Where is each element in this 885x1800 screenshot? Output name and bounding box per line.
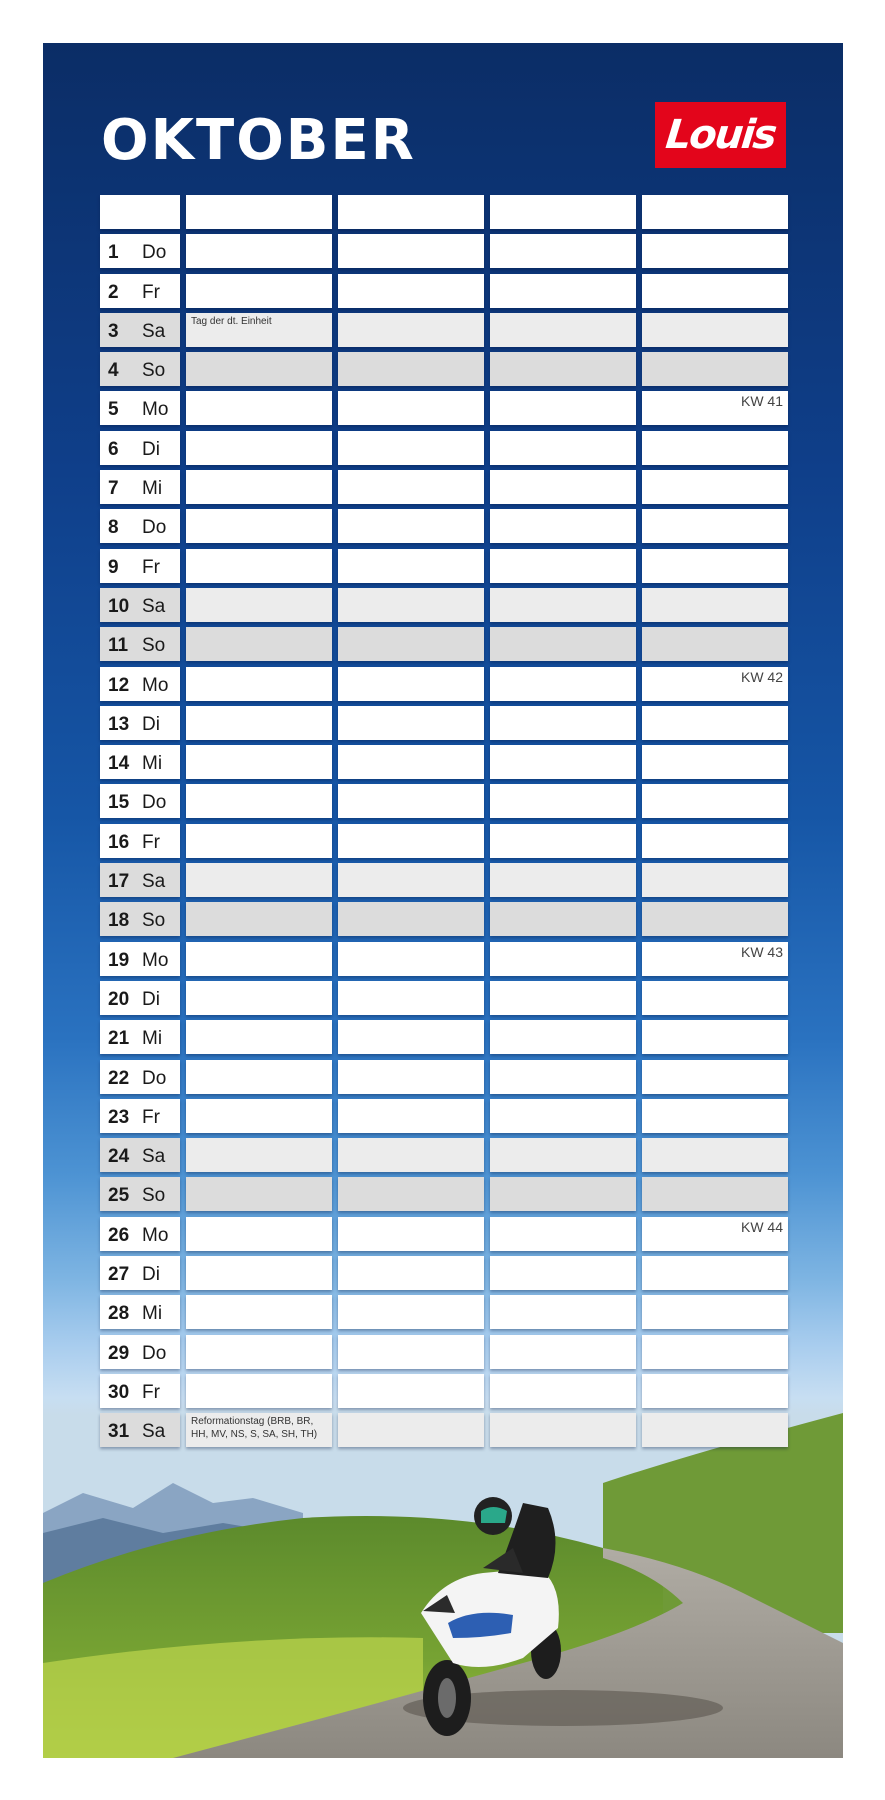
entry-cell-column-2[interactable] [338,391,484,425]
weekday-label: Sa [142,320,166,342]
day-number: 22 [108,1067,130,1089]
holiday-note: Reformationstag (BRB, BR, HH, MV, NS, S, SA, SH, TH) [191,1416,318,1440]
entry-cell-column-1[interactable] [186,667,332,701]
entry-cell-column-4[interactable] [642,902,788,936]
weekday-label: Fr [142,556,160,578]
day-row [100,509,788,548]
entry-cell-column-3[interactable] [490,509,636,543]
entry-cell-column-2[interactable] [338,1374,484,1408]
entry-cell-column-3[interactable] [490,352,636,386]
entry-cell-column-2[interactable] [338,431,484,465]
entry-cell-column-1[interactable] [186,274,332,308]
entry-cell-column-1[interactable] [186,1217,332,1251]
weekday-label: Sa [142,595,166,617]
day-row [100,667,788,706]
day-row [100,470,788,509]
entry-cell-column-2[interactable] [338,1099,484,1133]
entry-cell-column-3[interactable] [490,981,636,1015]
weekday-label: Fr [142,1381,160,1403]
weekday-label: Fr [142,281,160,303]
header-cell-column-3[interactable] [490,195,636,229]
day-number: 20 [108,988,130,1010]
day-number: 17 [108,871,130,893]
entry-cell-column-1[interactable] [186,1099,332,1133]
entry-cell-column-4[interactable] [642,1335,788,1369]
entry-cell-column-3[interactable] [490,902,636,936]
day-row [100,313,788,352]
day-label-cell [100,313,180,347]
entry-cell-column-2[interactable] [338,274,484,308]
entry-cell-column-3[interactable] [490,863,636,897]
day-row [100,431,788,470]
weekday-label: Mi [142,1028,163,1050]
entry-cell-column-4[interactable] [642,1374,788,1408]
day-row [100,1020,788,1059]
entry-cell-column-1[interactable] [186,1256,332,1290]
entry-cell-column-4[interactable] [642,1413,788,1447]
day-number: 26 [108,1224,130,1246]
entry-cell-column-3[interactable] [490,784,636,818]
entry-cell-column-2[interactable] [338,1217,484,1251]
entry-cell-column-3[interactable] [490,1099,636,1133]
entry-cell-column-3[interactable] [490,1138,636,1172]
weekday-label: Di [142,988,160,1010]
entry-cell-column-1[interactable] [186,1177,332,1211]
day-number: 25 [108,1185,130,1207]
entry-cell-column-4[interactable] [642,667,788,701]
entry-cell-column-4[interactable] [642,627,788,661]
entry-cell-column-2[interactable] [338,1138,484,1172]
entry-cell-column-2[interactable] [338,509,484,543]
holiday-note: Tag der dt. Einheit [191,315,272,327]
day-row [100,1177,788,1216]
day-label-cell [100,784,180,818]
day-label-cell [100,745,180,779]
entry-cell-column-3[interactable] [490,1335,636,1369]
day-row [100,234,788,273]
day-row [100,1413,788,1452]
day-row [100,1099,788,1138]
entry-cell-column-1[interactable] [186,902,332,936]
entry-cell-column-3[interactable] [490,1177,636,1211]
entry-cell-column-3[interactable] [490,1295,636,1329]
day-number: 16 [108,831,130,853]
day-label-cell [100,902,180,936]
header-cell-column-4[interactable] [642,195,788,229]
weekday-label: Do [142,792,167,814]
day-row [100,784,788,823]
louis-logo [655,102,786,168]
weekday-label: Fr [142,831,160,853]
day-number: 1 [108,242,119,264]
day-label-cell [100,1256,180,1290]
weekday-label: Di [142,713,160,735]
day-row [100,1138,788,1177]
entry-cell-column-1[interactable] [186,824,332,858]
entry-cell-column-3[interactable] [490,1020,636,1054]
weekday-label: Fr [142,1106,160,1128]
entry-cell-column-4[interactable] [642,1217,788,1251]
week-number-label: KW 42 [740,668,783,685]
entry-cell-column-2[interactable] [338,784,484,818]
entry-cell-column-2[interactable] [338,1256,484,1290]
week-number-label: KW 41 [740,393,783,410]
day-row [100,942,788,981]
day-row [100,902,788,941]
day-number: 29 [108,1342,130,1364]
entry-cell-column-3[interactable] [490,824,636,858]
day-number: 14 [108,753,130,775]
day-row [100,981,788,1020]
entry-cell-column-3[interactable] [490,1256,636,1290]
weekday-label: So [142,1185,166,1207]
entry-cell-column-4[interactable] [642,509,788,543]
day-label-cell [100,549,180,583]
day-label-cell [100,274,180,308]
day-label-cell [100,942,180,976]
entry-cell-column-4[interactable] [642,470,788,504]
day-number: 6 [108,438,119,460]
entry-cell-column-3[interactable] [490,1060,636,1094]
day-number: 19 [108,949,130,971]
entry-cell-column-1[interactable] [186,1374,332,1408]
day-label-cell [100,509,180,543]
day-number: 3 [108,320,119,342]
entry-cell-column-3[interactable] [490,313,636,347]
weekday-label: Mi [142,478,163,500]
day-row [100,1295,788,1334]
entry-cell-column-4[interactable] [642,313,788,347]
weekday-label: Mo [142,399,169,421]
entry-cell-column-4[interactable] [642,1177,788,1211]
weekday-label: Do [142,1342,167,1364]
weekday-label: Sa [142,1146,166,1168]
day-label-cell [100,352,180,386]
day-rows [100,234,788,1452]
calendar-grid [100,195,788,1453]
entry-cell-column-1[interactable] [186,588,332,622]
weekday-label: Di [142,438,160,460]
entry-cell-column-1[interactable] [186,942,332,976]
day-number: 12 [108,674,130,696]
logo-wordmark: Louis [663,112,778,158]
entry-cell-column-2[interactable] [338,470,484,504]
entry-cell-column-3[interactable] [490,1374,636,1408]
entry-cell-column-4[interactable] [642,1060,788,1094]
day-number: 11 [108,635,129,657]
weekday-label: Do [142,1067,167,1089]
day-number: 15 [108,792,130,814]
entry-cell-column-1[interactable] [186,1060,332,1094]
day-row [100,549,788,588]
entry-cell-column-1[interactable] [186,706,332,740]
day-number: 7 [108,478,119,500]
entry-cell-column-3[interactable] [490,470,636,504]
day-row [100,588,788,627]
entry-cell-column-2[interactable] [338,588,484,622]
weekday-label: Do [142,517,167,539]
day-label-cell [100,1295,180,1329]
weekday-label: Sa [142,871,166,893]
weekday-label: Mo [142,1224,169,1246]
day-label-cell [100,1060,180,1094]
entry-cell-column-4[interactable] [642,942,788,976]
day-number: 10 [108,595,130,617]
entry-cell-column-1[interactable] [186,784,332,818]
entry-cell-column-3[interactable] [490,391,636,425]
day-number: 28 [108,1303,130,1325]
weekday-label: Mo [142,949,169,971]
day-label-cell [100,706,180,740]
entry-cell-column-1[interactable] [186,234,332,268]
entry-cell-column-3[interactable] [490,745,636,779]
entry-cell-column-4[interactable] [642,431,788,465]
day-row [100,1060,788,1099]
entry-cell-column-2[interactable] [338,1295,484,1329]
weekday-label: Sa [142,1421,166,1443]
day-label-cell [100,1099,180,1133]
day-number: 31 [108,1421,130,1443]
entry-cell-column-1[interactable] [186,627,332,661]
day-number: 8 [108,517,119,539]
entry-cell-column-2[interactable] [338,1413,484,1447]
day-number: 4 [108,360,119,382]
day-number: 2 [108,281,119,303]
day-label-cell [100,824,180,858]
entry-cell-column-4[interactable] [642,706,788,740]
entry-cell-column-2[interactable] [338,234,484,268]
calendar-page [43,43,843,1758]
entry-cell-column-4[interactable] [642,352,788,386]
entry-cell-column-1[interactable] [186,509,332,543]
day-label-cell [100,863,180,897]
entry-cell-column-1[interactable] [186,549,332,583]
entry-cell-column-1[interactable] [186,981,332,1015]
day-row [100,274,788,313]
day-number: 21 [108,1028,130,1050]
entry-cell-column-2[interactable] [338,667,484,701]
day-number: 9 [108,556,119,578]
entry-cell-column-4[interactable] [642,1020,788,1054]
day-number: 13 [108,713,130,735]
entry-cell-column-4[interactable] [642,549,788,583]
day-row [100,627,788,666]
day-number: 24 [108,1146,130,1168]
entry-cell-column-2[interactable] [338,824,484,858]
entry-cell-column-2[interactable] [338,313,484,347]
entry-cell-column-1[interactable] [186,391,332,425]
day-number: 27 [108,1264,130,1286]
entry-cell-column-3[interactable] [490,627,636,661]
entry-cell-column-2[interactable] [338,706,484,740]
day-number: 5 [108,399,119,421]
day-label-cell [100,1020,180,1054]
entry-cell-column-2[interactable] [338,627,484,661]
entry-cell-column-3[interactable] [490,588,636,622]
entry-cell-column-3[interactable] [490,706,636,740]
entry-cell-column-1[interactable] [186,352,332,386]
entry-cell-column-1[interactable] [186,1295,332,1329]
entry-cell-column-4[interactable] [642,274,788,308]
day-row [100,391,788,430]
entry-cell-column-4[interactable] [642,234,788,268]
entry-cell-column-2[interactable] [338,1335,484,1369]
entry-cell-column-4[interactable] [642,863,788,897]
weekday-label: Mo [142,674,169,696]
day-label-cell [100,431,180,465]
day-label-cell [100,1413,180,1447]
entry-cell-column-4[interactable] [642,391,788,425]
day-label-cell [100,667,180,701]
entry-cell-column-2[interactable] [338,1020,484,1054]
day-row [100,1335,788,1374]
day-label-cell [100,627,180,661]
entry-cell-column-1[interactable] [186,470,332,504]
entry-cell-column-1[interactable] [186,745,332,779]
day-label-cell [100,1374,180,1408]
month-title: OKTOBER [101,108,416,173]
day-row [100,1217,788,1256]
entry-cell-column-2[interactable] [338,902,484,936]
week-number-label: KW 43 [740,943,783,960]
day-row [100,863,788,902]
entry-cell-column-4[interactable] [642,981,788,1015]
entry-cell-column-2[interactable] [338,352,484,386]
weekday-label: So [142,360,166,382]
entry-cell-column-1[interactable] [186,863,332,897]
day-label-cell [100,1138,180,1172]
entry-cell-column-4[interactable] [642,784,788,818]
entry-cell-column-2[interactable] [338,863,484,897]
entry-cell-column-4[interactable] [642,588,788,622]
day-number: 23 [108,1106,130,1128]
entry-cell-column-3[interactable] [490,274,636,308]
header-row [100,195,788,234]
day-label-cell [100,1177,180,1211]
header-cell-column-1[interactable] [186,195,332,229]
entry-cell-column-1[interactable] [186,1138,332,1172]
entry-cell-column-3[interactable] [490,1413,636,1447]
entry-cell-column-3[interactable] [490,942,636,976]
weekday-label: So [142,635,166,657]
entry-cell-column-2[interactable] [338,942,484,976]
entry-cell-column-3[interactable] [490,667,636,701]
entry-cell-column-3[interactable] [490,1217,636,1251]
day-row [100,824,788,863]
weekday-label: So [142,910,166,932]
entry-cell-column-4[interactable] [642,1138,788,1172]
entry-cell-column-3[interactable] [490,549,636,583]
entry-cell-column-2[interactable] [338,745,484,779]
entry-cell-column-2[interactable] [338,549,484,583]
day-row [100,745,788,784]
entry-cell-column-1[interactable] [186,1020,332,1054]
day-label-cell [100,1217,180,1251]
entry-cell-column-1[interactable] [186,313,332,347]
entry-cell-column-1[interactable] [186,1413,332,1447]
entry-cell-column-3[interactable] [490,234,636,268]
entry-cell-column-3[interactable] [490,431,636,465]
header-cell-column-2[interactable] [338,195,484,229]
entry-cell-column-2[interactable] [338,1060,484,1094]
day-row [100,706,788,745]
entry-cell-column-4[interactable] [642,1256,788,1290]
day-row [100,352,788,391]
weekday-label: Mi [142,753,163,775]
day-row [100,1256,788,1295]
entry-cell-column-4[interactable] [642,745,788,779]
header-cell-day[interactable] [100,195,180,229]
entry-cell-column-1[interactable] [186,431,332,465]
day-row [100,1374,788,1413]
day-label-cell [100,470,180,504]
entry-cell-column-4[interactable] [642,824,788,858]
weekday-label: Do [142,242,167,264]
entry-cell-column-4[interactable] [642,1099,788,1133]
entry-cell-column-4[interactable] [642,1295,788,1329]
day-label-cell [100,588,180,622]
week-number-label: KW 44 [740,1218,783,1235]
day-label-cell [100,391,180,425]
entry-cell-column-1[interactable] [186,1335,332,1369]
day-label-cell [100,1335,180,1369]
day-label-cell [100,981,180,1015]
weekday-label: Mi [142,1303,163,1325]
weekday-label: Di [142,1264,160,1286]
entry-cell-column-2[interactable] [338,981,484,1015]
day-number: 18 [108,910,130,932]
day-number: 30 [108,1381,130,1403]
day-label-cell [100,234,180,268]
entry-cell-column-2[interactable] [338,1177,484,1211]
